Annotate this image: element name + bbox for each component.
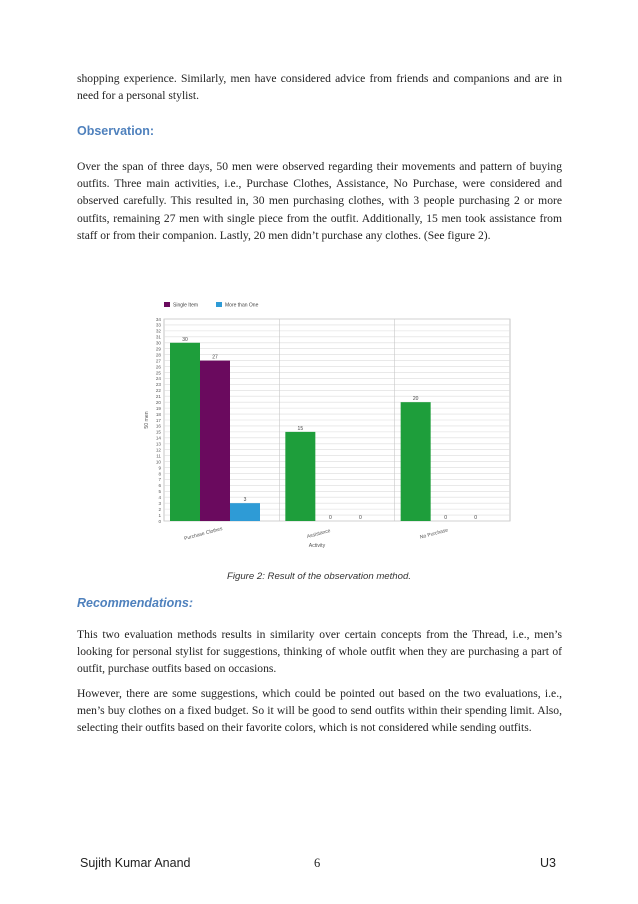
y-tick-label: 10: [155, 459, 161, 465]
y-tick-label: 14: [155, 435, 161, 441]
y-tick-label: 22: [155, 388, 161, 394]
bar-value-label: 0: [328, 515, 332, 521]
y-tick-label: 1: [158, 512, 161, 518]
y-tick-label: 29: [155, 346, 161, 352]
y-tick-label: 31: [155, 334, 161, 340]
recommendations-paragraph-2: However, there are some suggestions, which could be pointed out based on the two evaluations, i.e., men’s buy clothes on a fixed budget. So it will be good to send outfits within their spending limit. Also, selecting their outfits based on their favorite colors, which is not considered while sending outfits.: [77, 687, 562, 735]
x-tick-label: Purchase Clothes: [183, 526, 224, 543]
bar-value-label: 20: [412, 396, 419, 403]
y-tick-label: 9: [158, 465, 161, 471]
x-axis-label: Activity: [308, 543, 326, 549]
bar: [200, 361, 230, 521]
y-tick-label: 15: [155, 429, 161, 435]
footer-page-number: 6: [314, 856, 321, 870]
x-tick-label: No Purchase: [419, 527, 449, 541]
observation-paragraph: Over the span of three days, 50 men were observed regarding their movements and pattern of buying outfits. Three main activities, i.e., Purchase Clothes, Assistance, No Purchase, were considered and observed carefully. This resulted in, 30 men purchasing clothes, with 3 people purchasing 2 or more outfits, remaining 27 men with single piece from the outfit. Additionally, 15 men took assistance from staff or from their companion. Lastly, 20 men didn’t purchase any clothes. (See figure 2).: [77, 160, 562, 242]
y-tick-label: 26: [155, 364, 161, 370]
figure-caption: Figure 2: Result of the observation method.: [227, 571, 411, 582]
y-tick-label: 20: [155, 399, 161, 405]
y-tick-label: 30: [155, 340, 161, 346]
y-tick-label: 8: [158, 471, 161, 477]
y-tick-label: 2: [158, 506, 161, 512]
recommendations-paragraph-1: This two evaluation methods results in similarity over certain concepts from the Thread, i.e., men’s looking for personal stylist for suggestions, thinking of whole outfit when they are purchasing a part of outfit, purchase outfits based on occasions.: [77, 628, 562, 676]
y-tick-label: 11: [156, 453, 161, 459]
legend-swatch: [216, 302, 222, 307]
y-tick-label: 4: [158, 495, 161, 501]
y-tick-label: 13: [155, 441, 161, 447]
bar-value-label: 3: [243, 497, 247, 504]
y-tick-label: 17: [155, 417, 161, 423]
y-tick-label: 16: [155, 423, 161, 429]
bar-value-label: 15: [297, 425, 304, 432]
footer-code: U3: [540, 856, 556, 870]
bar: [285, 432, 315, 521]
y-tick-label: 33: [155, 322, 161, 328]
bar: [401, 402, 431, 521]
legend-label: More than One: [225, 302, 259, 309]
y-tick-label: 19: [155, 405, 161, 411]
y-axis-label: 50 men: [144, 411, 150, 429]
observation-bar-chart: [140, 296, 520, 558]
bar: [170, 343, 200, 521]
y-tick-label: 34: [155, 316, 161, 322]
bar-value-label: 0: [358, 515, 362, 521]
y-tick-label: 28: [155, 352, 161, 358]
y-tick-label: 27: [155, 358, 161, 364]
y-tick-label: 12: [155, 447, 161, 453]
intro-paragraph: shopping experience. Similarly, men have considered advice from friends and companions and are in need for a personal stylist.: [77, 72, 562, 103]
bar: [230, 503, 260, 521]
y-tick-label: 5: [158, 489, 161, 495]
y-tick-label: 7: [158, 477, 161, 483]
bar-value-label: 27: [212, 354, 218, 361]
bar-value-label: 0: [444, 515, 448, 521]
y-tick-label: 0: [158, 518, 161, 524]
observation-heading: Observation:: [77, 124, 155, 138]
y-tick-label: 3: [158, 500, 161, 506]
y-tick-label: 21: [155, 394, 161, 400]
recommendations-heading: Recommendations:: [77, 596, 193, 610]
y-tick-label: 32: [155, 328, 161, 334]
bar-value-label: 0: [474, 515, 478, 521]
x-tick-label: Assistance: [306, 528, 332, 541]
y-tick-label: 23: [155, 382, 161, 388]
y-tick-label: 18: [155, 411, 161, 417]
y-tick-label: 25: [155, 370, 161, 376]
footer-author: Sujith Kumar Anand: [80, 856, 191, 870]
y-tick-label: 6: [158, 483, 161, 489]
bar-value-label: 30: [182, 336, 188, 343]
legend-swatch: [164, 302, 170, 307]
legend-label: Single Item: [173, 302, 199, 309]
y-tick-label: 24: [155, 376, 161, 382]
